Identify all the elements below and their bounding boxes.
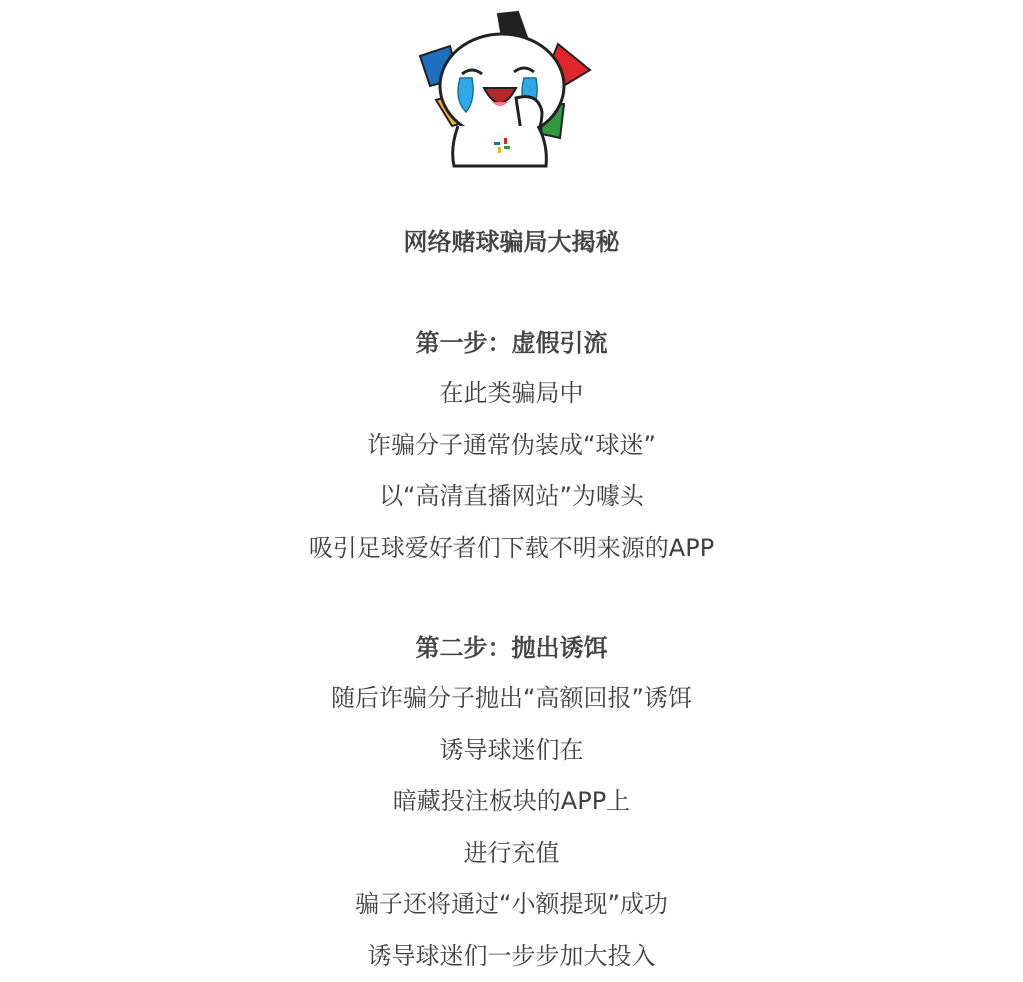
crying-mascot-icon xyxy=(410,8,600,168)
section-line: 暗藏投注板块的APP上 xyxy=(0,776,1023,828)
section-line: 诱导球迷们在 xyxy=(0,725,1023,777)
section-line: 诈骗分子通常伪装成“球迷” xyxy=(0,420,1023,472)
section-line: 进行充值 xyxy=(0,828,1023,880)
section-step-1 xyxy=(0,318,1023,574)
section-line: 随后诈骗分子抛出“高额回报”诱饵 xyxy=(0,673,1023,725)
section-heading: 第二步：抛出诱饵 xyxy=(0,623,1023,673)
section-step-2 xyxy=(0,623,1023,982)
section-line: 以“高清直播网站”为噱头 xyxy=(0,471,1023,523)
article-title: 网络赌球骗局大揭秘 xyxy=(0,222,1023,262)
section-line: 吸引足球爱好者们下载不明来源的APP xyxy=(0,523,1023,575)
section-line: 在此类骗局中 xyxy=(0,368,1023,420)
section-line: 诱导球迷们一步步加大投入 xyxy=(0,931,1023,982)
section-line: 骗子还将通过“小额提现”成功 xyxy=(0,879,1023,931)
section-heading: 第一步：虚假引流 xyxy=(0,318,1023,368)
